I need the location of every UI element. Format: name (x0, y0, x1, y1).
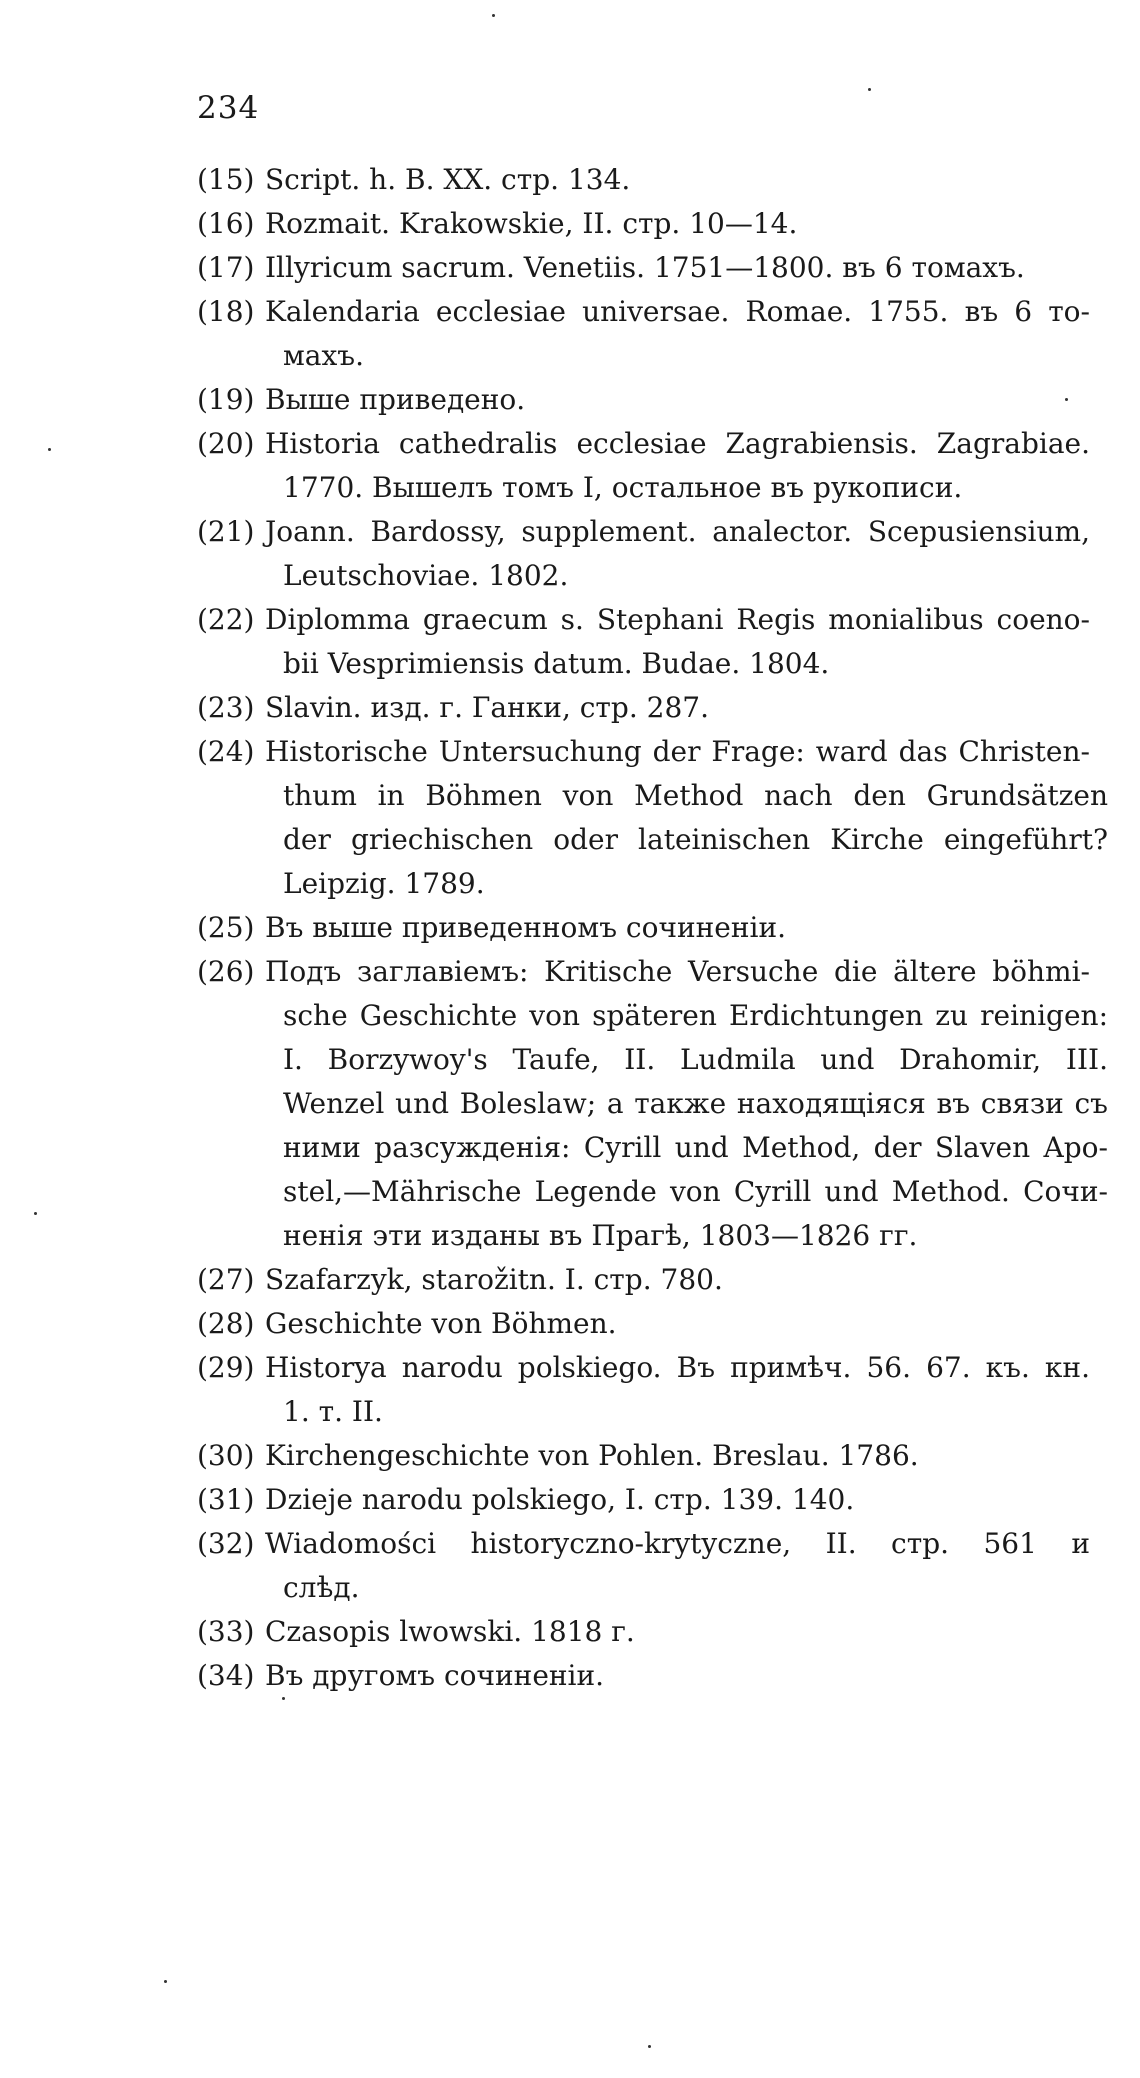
scan-speck (282, 1697, 285, 1700)
footnote-entry (197, 290, 1097, 378)
scan-speck (48, 448, 51, 451)
scan-speck (868, 88, 871, 91)
footnote-text-line: 1. т. II. (283, 1395, 383, 1428)
footnote-text-line: Rozmait. Krakowskie, II. стр. 10—14. (265, 207, 798, 240)
footnote-entry (197, 510, 1097, 598)
footnote-text-line: ними разсужденія: Cyrill und Method, der Slaven Apo- (283, 1131, 1108, 1164)
footnote-text-line: Kirchengeschichte von Pohlen. Breslau. 1786. (265, 1439, 919, 1472)
footnote-list (197, 158, 1108, 1698)
footnote-text-line: Historya narodu polskiego. Въ примѣч. 56. 67. къ. кн. (265, 1351, 1090, 1384)
footnote-number: (19) (197, 383, 255, 416)
footnote-number: (27) (197, 1263, 255, 1296)
footnote-text-line: Historia cathedralis ecclesiae Zagrabiensis. Zagrabiae. (265, 427, 1090, 460)
scan-speck (34, 1212, 37, 1215)
footnote-text-line: Dzieje narodu polskiego, I. стр. 139. 140. (265, 1483, 855, 1516)
footnote-text-line: Выше приведено. (265, 383, 526, 416)
footnote-text-line: thum in Böhmen von Method nach den Grundsätzen (283, 779, 1108, 812)
footnote-entry (197, 1654, 1097, 1698)
footnote-text-line: Slavin. изд. г. Ганки, стр. 287. (265, 691, 709, 724)
footnote-number: (20) (197, 427, 255, 460)
footnote-entry (197, 1610, 1097, 1654)
footnote-text-line: Illyricum sacrum. Venetiis. 1751—1800. въ 6 томахъ. (265, 251, 1025, 284)
footnote-entry (197, 1258, 1097, 1302)
footnote-text-line: Geschichte von Böhmen. (265, 1307, 617, 1340)
footnote-text-line: Wiadomości historyczno-krytyczne, II. стр. 561 и (265, 1527, 1090, 1560)
footnote-number: (28) (197, 1307, 255, 1340)
footnote-text-line: der griechischen oder lateinischen Kirche eingeführt? (283, 823, 1108, 856)
footnote-number: (32) (197, 1527, 255, 1560)
footnote-number: (18) (197, 295, 255, 328)
footnote-text-line: Diplomma graecum s. Stephani Regis monialibus coeno- (265, 603, 1090, 636)
footnote-number: (21) (197, 515, 255, 548)
footnote-text-line: bii Vesprimiensis datum. Budae. 1804. (283, 647, 830, 680)
footnote-number: (17) (197, 251, 255, 284)
footnote-text-line: Въ выше приведенномъ сочиненіи. (265, 911, 787, 944)
footnote-number: (33) (197, 1615, 255, 1648)
footnote-entry (197, 1522, 1097, 1610)
footnote-text-line: Kalendaria ecclesiae universae. Romae. 1755. въ 6 то- (265, 295, 1090, 328)
footnote-text-line: Joann. Bardossy, supplement. analector. Scepusiensium, (265, 515, 1090, 548)
footnote-entry (197, 422, 1097, 510)
footnote-entry (197, 202, 1097, 246)
footnote-text-line: Historische Untersuchung der Frage: ward das Christen- (265, 735, 1090, 768)
footnote-text-line: Czasopis lwowski. 1818 г. (265, 1615, 635, 1648)
footnote-text-line: I. Borzywoy's Taufe, II. Ludmila und Drahomir, III. (283, 1043, 1108, 1076)
footnote-number: (31) (197, 1483, 255, 1516)
footnote-text-line: 1770. Вышелъ томъ I, остальное въ рукописи. (283, 471, 963, 504)
footnote-text-line: Script. h. B. XX. стр. 134. (265, 163, 631, 196)
footnote-entry (197, 1434, 1097, 1478)
footnote-number: (22) (197, 603, 255, 636)
footnote-number: (30) (197, 1439, 255, 1472)
footnote-number: (24) (197, 735, 255, 768)
footnote-text-line: Leutschoviae. 1802. (283, 559, 569, 592)
footnote-entry (197, 158, 1097, 202)
footnote-entry (197, 378, 1097, 422)
scan-speck (648, 2045, 651, 2048)
footnote-text-line: махъ. (283, 339, 364, 372)
footnote-entry (197, 950, 1108, 1258)
footnote-number: (26) (197, 955, 255, 988)
footnote-number: (25) (197, 911, 255, 944)
footnote-text-line: Leipzig. 1789. (283, 867, 485, 900)
footnote-entry (197, 246, 1097, 290)
footnote-entry (197, 598, 1097, 686)
footnote-text-line: Въ другомъ сочиненіи. (265, 1659, 605, 1692)
footnote-entry (197, 1346, 1097, 1434)
footnote-number: (29) (197, 1351, 255, 1384)
footnote-number: (34) (197, 1659, 255, 1692)
footnote-text-line: sche Geschichte von späteren Erdichtungen zu reinigen: (283, 999, 1108, 1032)
page-number: 234 (197, 90, 260, 126)
footnote-entry (197, 1478, 1097, 1522)
footnote-text-line: ненія эти изданы въ Прагѣ, 1803—1826 гг. (283, 1219, 918, 1252)
footnote-number: (15) (197, 163, 255, 196)
footnote-text-line: Szafarzyk, starožitn. I. стр. 780. (265, 1263, 723, 1296)
footnote-entry (197, 1302, 1097, 1346)
footnote-entry (197, 730, 1108, 906)
footnote-text-line: stel,—Mährische Legende von Cyrill und Method. Сочи- (283, 1175, 1108, 1208)
footnote-number: (16) (197, 207, 255, 240)
scan-speck (1065, 398, 1068, 401)
footnote-entry (197, 906, 1097, 950)
footnote-number: (23) (197, 691, 255, 724)
footnote-text-line: Подъ заглавіемъ: Kritische Versuche die ältere böhmi- (265, 955, 1090, 988)
footnote-entry (197, 686, 1097, 730)
footnote-text-line: слѣд. (283, 1571, 360, 1604)
scan-speck (492, 14, 495, 17)
footnote-text-line: Wenzel und Boleslaw; а также находящіяся въ связи съ (283, 1087, 1108, 1120)
scan-speck (164, 1980, 167, 1983)
